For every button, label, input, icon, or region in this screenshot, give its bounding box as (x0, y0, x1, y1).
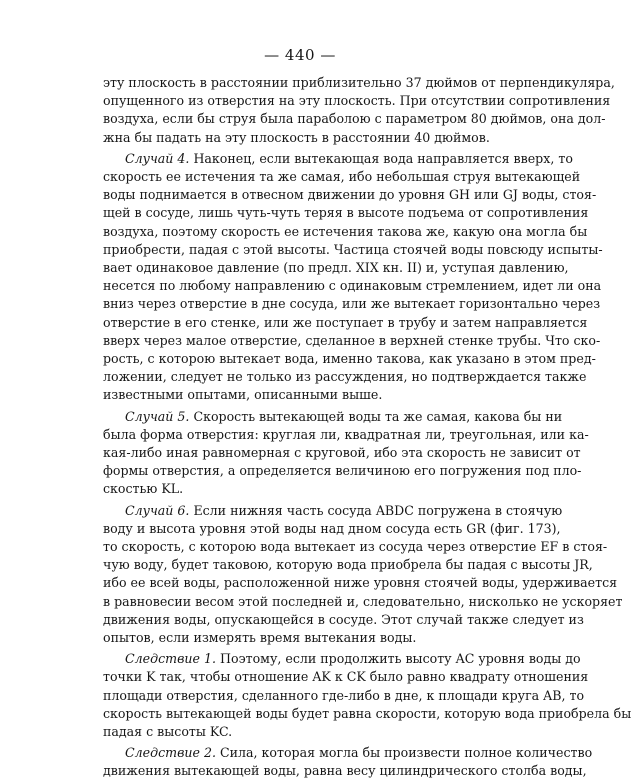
text-line: движения воды, опускающейся в сосуде. Этот случай также следует из (103, 611, 584, 627)
text-line: опытов, если измерять время вытекания воды. (103, 630, 417, 645)
text-line: воздуха, если бы струя была параболою с параметром 80 дюймов, она дол- (103, 111, 606, 127)
text-line: в равновесии весом этой последней и, следовательно, нисколько не ускоряет (103, 593, 623, 609)
text-line: воздуха, поэтому скорость ее истечения такова же, какую она могла бы (103, 223, 588, 239)
text-line: вниз через отверстие в дне сосуда, или же вытекает горизонтально через (103, 296, 601, 312)
text-line: ложении, следует не только из рассуждения, но подтверждается также (103, 369, 587, 385)
text-line: эту плоскость в расстоянии приблизительно 37 дюймов от перпендикуляра, (103, 75, 615, 90)
text-line: приобрести, падая с этой высоты. Частица стоячей воды повсюду испыты- (103, 241, 603, 257)
text-line: кая-либо иная равномерная с круговой, ибо эта скорость не зависит от (103, 445, 581, 460)
run-in-heading: Случай 6. (125, 502, 190, 518)
page-number: — 440 — (264, 46, 336, 64)
text-line: скорость ее истечения та же самая, ибо небольшая струя вытекающей (103, 169, 581, 184)
text-line: отверстие в его стенке, или же поступает в трубу и затем направляется (103, 314, 588, 330)
text-line: Случай 4. Наконец, если вытекающая вода направляется вверх, то (125, 150, 573, 166)
text-line: опущенного из отверстия на эту плоскость. При отсутствии сопротивления (103, 93, 611, 109)
text-line: щей в сосуде, лишь чуть-чуть теряя в высоте подъема от сопротивления (103, 205, 589, 221)
text-line: воду и высота уровня этой воды над дном сосуда есть GR (фиг. 173), (103, 520, 561, 536)
text-line: известными опытами, описанными выше. (103, 387, 383, 403)
text-line: падая с высоты KC. (103, 724, 233, 739)
text-line: формы отверстия, а определяется величиною его погружения под пло- (103, 463, 582, 479)
text-line: чую воду, будет таковою, которую вода приобрела бы падая с высоты JR, (103, 557, 593, 573)
text-line: то скорость, с которою вода вытекает из сосуда через отверстие EF в стоя- (103, 539, 608, 554)
text-line: Случай 6. Если нижняя часть сосуда ABDC погружена в стоячую (125, 502, 563, 518)
text-line: рость, с которою вытекает вода, именно такова, как указано в этом пред- (103, 351, 596, 366)
text-line: вверх через малое отверстие, сделанное в верхней стенке трубы. Что ско- (103, 332, 601, 348)
text-line: жна бы падать на эту плоскость в расстоянии 40 дюймов. (103, 129, 490, 145)
text-line: скостью KL. (103, 481, 184, 497)
run-in-heading: Случай 5. (125, 408, 190, 424)
text-line: площади отверстия, сделанного где-либо в дне, к площади круга AB, то (103, 687, 585, 703)
text-line: была форма отверстия: круглая ли, квадратная ли, треугольная, или ка- (103, 426, 589, 442)
text-line: скорость вытекающей воды будет равна скорости, которую вода приобрела бы (103, 705, 631, 721)
text-line: Случай 5. Скорость вытекающей воды та же самая, какова бы ни (125, 408, 563, 424)
text-line: Следствие 2. Сила, которая могла бы произвести полное количество (125, 745, 593, 761)
text-line: вает одинаковое давление (по предл. XIX кн. II) и, уступая давлению, (103, 260, 569, 275)
text-line: движения вытекающей воды, равна весу цилиндрического столба воды, (103, 763, 587, 779)
text-line: ибо ее всей воды, расположенной ниже уровня стоячей воды, удерживается (103, 575, 618, 591)
text-line: точки K так, чтобы отношение AK к CK было равно квадрату отношения (103, 669, 589, 685)
text-line: воды поднимается в отвесном движении до уровня GH или GJ воды, стоя- (103, 187, 597, 203)
text-line: Следствие 1. Поэтому, если продолжить высоту AC уровня воды до (125, 651, 581, 667)
text-line: несется по любому направлению с одинаковым стремлением, идет ли она (103, 278, 602, 294)
run-in-heading: Случай 4. (125, 150, 190, 166)
run-in-heading: Следствие 2. (125, 745, 216, 761)
run-in-heading: Следствие 1. (125, 651, 216, 667)
